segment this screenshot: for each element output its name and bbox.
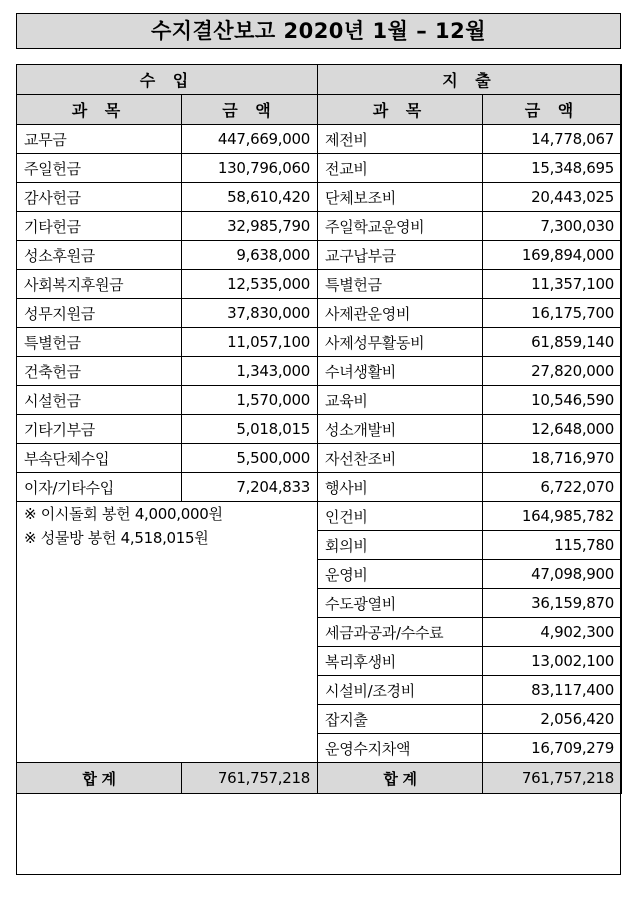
expense-item-amount: 12,648,000 xyxy=(483,415,622,444)
income-item-amount: 9,638,000 xyxy=(182,241,318,270)
income-item-name: 부속단체수입 xyxy=(17,444,182,473)
income-item-amount: 37,830,000 xyxy=(182,299,318,328)
income-item-amount: 32,985,790 xyxy=(182,212,318,241)
section-header-row xyxy=(17,65,622,95)
expense-item-name: 단체보조비 xyxy=(318,183,483,212)
table-row xyxy=(17,357,622,386)
income-item-amount: 1,343,000 xyxy=(182,357,318,386)
expense-item-amount: 16,709,279 xyxy=(483,734,622,763)
offering-note: ※ 성물방 봉헌 4,518,015원 xyxy=(24,529,209,547)
offering-note: ※ 이시돌회 봉헌 4,000,000원 xyxy=(24,505,223,523)
income-item-name: 성무지원금 xyxy=(17,299,182,328)
table-row xyxy=(17,125,622,154)
expense-item-name: 교구납부금 xyxy=(318,241,483,270)
table-row xyxy=(17,183,622,212)
table-row xyxy=(17,241,622,270)
expense-item-amount: 61,859,140 xyxy=(483,328,622,357)
table-row xyxy=(17,473,622,502)
income-total-amount: 761,757,218 xyxy=(182,763,318,794)
expense-item-name: 잡지출 xyxy=(318,705,483,734)
expense-item-amount: 16,175,700 xyxy=(483,299,622,328)
table-row xyxy=(17,444,622,473)
table-row xyxy=(17,328,622,357)
income-item-name: 성소후원금 xyxy=(17,241,182,270)
income-item-amount: 7,204,833 xyxy=(182,473,318,502)
income-item-amount: 447,669,000 xyxy=(182,125,318,154)
income-item-name: 시설헌금 xyxy=(17,386,182,415)
expense-item-amount: 6,722,070 xyxy=(483,473,622,502)
expense-amount-header: 금 액 xyxy=(483,95,622,125)
table-row xyxy=(17,415,622,444)
expense-item-amount: 169,894,000 xyxy=(483,241,622,270)
expense-item-name: 사제성무활동비 xyxy=(318,328,483,357)
expense-item-name: 회의비 xyxy=(318,531,483,560)
table-row xyxy=(17,154,622,183)
expense-item-amount: 15,348,695 xyxy=(483,154,622,183)
expense-item-header: 과 목 xyxy=(318,95,483,125)
table-row xyxy=(17,270,622,299)
offering-notes xyxy=(17,502,318,763)
expense-item-name: 시설비/조경비 xyxy=(318,676,483,705)
income-item-amount: 5,018,015 xyxy=(182,415,318,444)
table-row xyxy=(17,299,622,328)
income-item-amount: 11,057,100 xyxy=(182,328,318,357)
expense-item-name: 교육비 xyxy=(318,386,483,415)
expense-item-name: 복리후생비 xyxy=(318,647,483,676)
expense-item-name: 제전비 xyxy=(318,125,483,154)
expense-item-name: 운영수지차액 xyxy=(318,734,483,763)
expense-item-name: 수도광열비 xyxy=(318,589,483,618)
table-row xyxy=(17,386,622,415)
expense-header: 지 출 xyxy=(318,65,622,95)
expense-item-amount: 164,985,782 xyxy=(483,502,622,531)
expense-item-name: 인건비 xyxy=(318,502,483,531)
expense-item-amount: 47,098,900 xyxy=(483,560,622,589)
settlement-table xyxy=(16,64,622,794)
expense-item-amount: 27,820,000 xyxy=(483,357,622,386)
total-row xyxy=(17,763,622,794)
expense-item-amount: 7,300,030 xyxy=(483,212,622,241)
expense-item-name: 사제관운영비 xyxy=(318,299,483,328)
income-item-amount: 12,535,000 xyxy=(182,270,318,299)
income-item-name: 기타기부금 xyxy=(17,415,182,444)
expense-item-amount: 20,443,025 xyxy=(483,183,622,212)
column-header-row xyxy=(17,95,622,125)
expense-item-name: 세금과공과/수수료 xyxy=(318,618,483,647)
income-item-name: 특별헌금 xyxy=(17,328,182,357)
expense-total-amount: 761,757,218 xyxy=(483,763,622,794)
income-item-name: 주일헌금 xyxy=(17,154,182,183)
income-item-name: 기타헌금 xyxy=(17,212,182,241)
expense-item-amount: 11,357,100 xyxy=(483,270,622,299)
table-row xyxy=(17,212,622,241)
table-row xyxy=(17,502,622,531)
expense-item-name: 성소개발비 xyxy=(318,415,483,444)
income-item-name: 이자/기타수입 xyxy=(17,473,182,502)
expense-total-label: 합 계 xyxy=(318,763,483,794)
expense-item-name: 주일학교운영비 xyxy=(318,212,483,241)
income-item-amount: 5,500,000 xyxy=(182,444,318,473)
report-title: 수지결산보고 2020년 1월 – 12월 xyxy=(16,13,621,49)
income-amount-header: 금 액 xyxy=(182,95,318,125)
expense-item-name: 행사비 xyxy=(318,473,483,502)
expense-item-amount: 36,159,870 xyxy=(483,589,622,618)
expense-item-amount: 13,002,100 xyxy=(483,647,622,676)
expense-item-amount: 18,716,970 xyxy=(483,444,622,473)
expense-item-amount: 115,780 xyxy=(483,531,622,560)
income-item-amount: 58,610,420 xyxy=(182,183,318,212)
income-header: 수 입 xyxy=(17,65,318,95)
income-item-amount: 130,796,060 xyxy=(182,154,318,183)
expense-item-name: 전교비 xyxy=(318,154,483,183)
expense-item-name: 수녀생활비 xyxy=(318,357,483,386)
expense-item-name: 자선찬조비 xyxy=(318,444,483,473)
expense-item-amount: 2,056,420 xyxy=(483,705,622,734)
expense-item-amount: 14,778,067 xyxy=(483,125,622,154)
expense-item-name: 운영비 xyxy=(318,560,483,589)
income-item-name: 감사헌금 xyxy=(17,183,182,212)
expense-item-amount: 4,902,300 xyxy=(483,618,622,647)
income-item-name: 건축헌금 xyxy=(17,357,182,386)
income-item-name: 사회복지후원금 xyxy=(17,270,182,299)
income-item-amount: 1,570,000 xyxy=(182,386,318,415)
expense-item-amount: 83,117,400 xyxy=(483,676,622,705)
expense-item-name: 특별헌금 xyxy=(318,270,483,299)
income-item-name: 교무금 xyxy=(17,125,182,154)
income-total-label: 합 계 xyxy=(17,763,182,794)
expense-item-amount: 10,546,590 xyxy=(483,386,622,415)
income-item-header: 과 목 xyxy=(17,95,182,125)
